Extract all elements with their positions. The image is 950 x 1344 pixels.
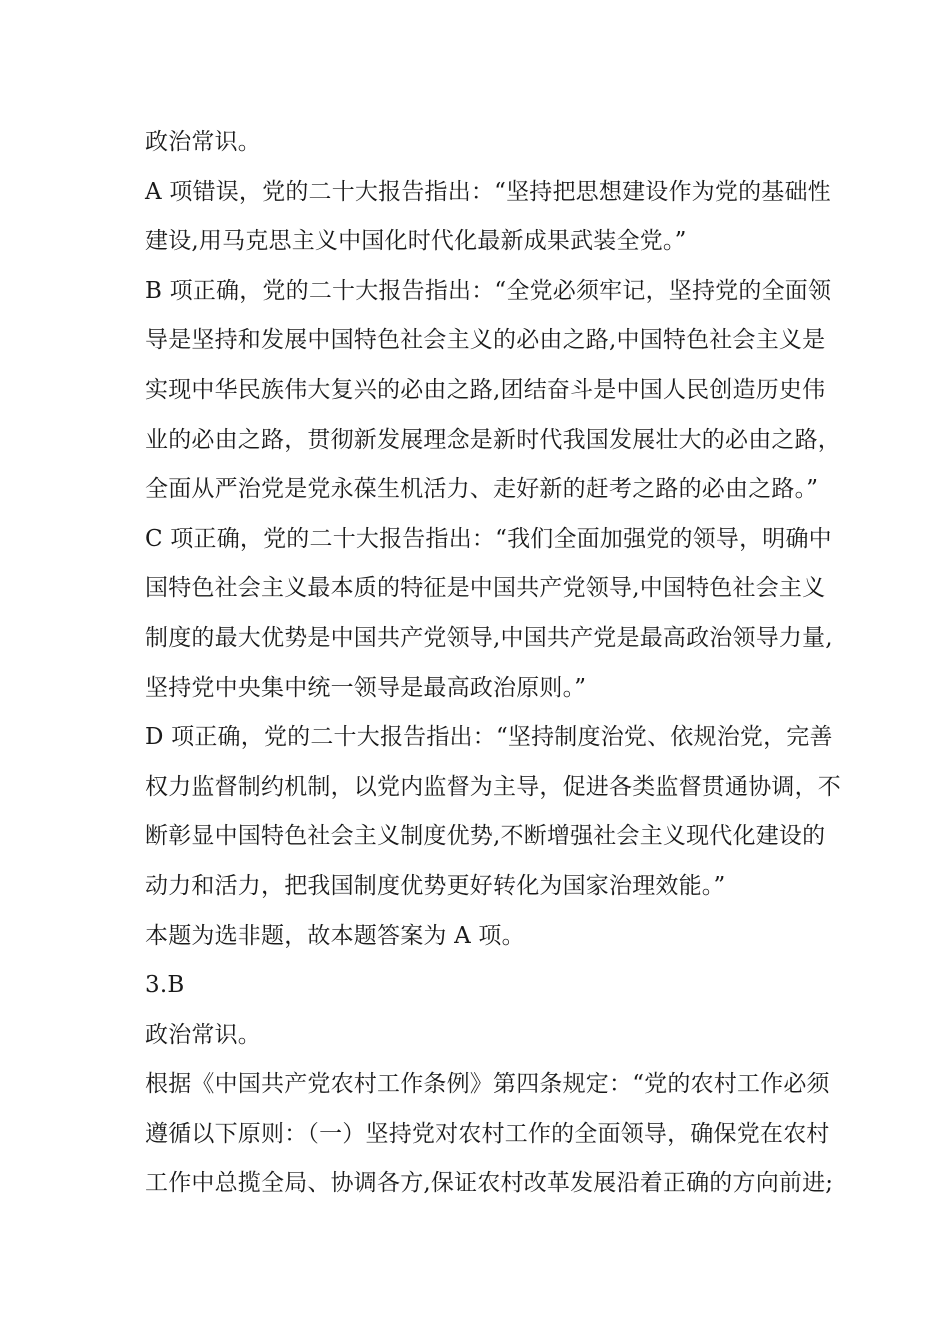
text-line: C 项正确，党的二十大报告指出：“我们全面加强党的领导，明确中 [145,525,832,552]
text-line: 业的必由之路，贯彻新发展理念是新时代我国发展壮大的必由之路， [145,426,841,453]
text-line: 建设,用马克思主义中国化时代化最新成果武装全党。” [145,228,687,255]
text-line: 3.B [145,972,185,999]
text-line: D 项正确，党的二十大报告指出：“坚持制度治党、依规治党，完善 [145,724,833,751]
text-line: 实现中华民族伟大复兴的必由之路,团结奋斗是中国人民创造历史伟 [145,376,826,403]
text-line: 国特色社会主义最本质的特征是中国共产党领导,中国特色社会主义 [145,575,826,602]
text-line: 根据《中国共产党农村工作条例》第四条规定：“党的农村工作必须 [145,1071,830,1098]
text-line: 政治常识。 [145,1021,261,1048]
text-line: A 项错误，党的二十大报告指出：“坚持把思想建设作为党的基础性 [145,178,831,205]
text-line: 全面从严治党是党永葆生机活力、走好新的赶考之路的必由之路。” [145,476,819,503]
text-line: 遵循以下原则：（一）坚持党对农村工作的全面领导，确保党在农村 [145,1120,830,1147]
text-line: 政治常识。 [145,129,261,155]
text-line: 断彰显中国特色社会主义制度优势,不断增强社会主义现代化建设的 [145,823,826,850]
text-line: B 项正确，党的二十大报告指出：“全党必须牢记，坚持党的全面领 [145,277,832,304]
text-line: 坚持党中央集中统一领导是最高政治原则。” [145,674,587,701]
text-line: 制度的最大优势是中国共产党领导,中国共产党是最高政治领导力量, [145,624,833,651]
document-body [145,118,841,1209]
text-line: 动力和活力，把我国制度优势更好转化为国家治理效能。” [145,872,726,899]
text-line: 本题为选非题，故本题答案为 A 项。 [145,922,525,949]
text-line: 导是坚持和发展中国特色社会主义的必由之路,中国特色社会主义是 [145,327,826,354]
text-line: 权力监督制约机制，以党内监督为主导，促进各类监督贯通协调，不 [145,773,841,800]
text-line: 工作中总揽全局、协调各方,保证农村改革发展沿着正确的方向前进; [145,1170,834,1197]
